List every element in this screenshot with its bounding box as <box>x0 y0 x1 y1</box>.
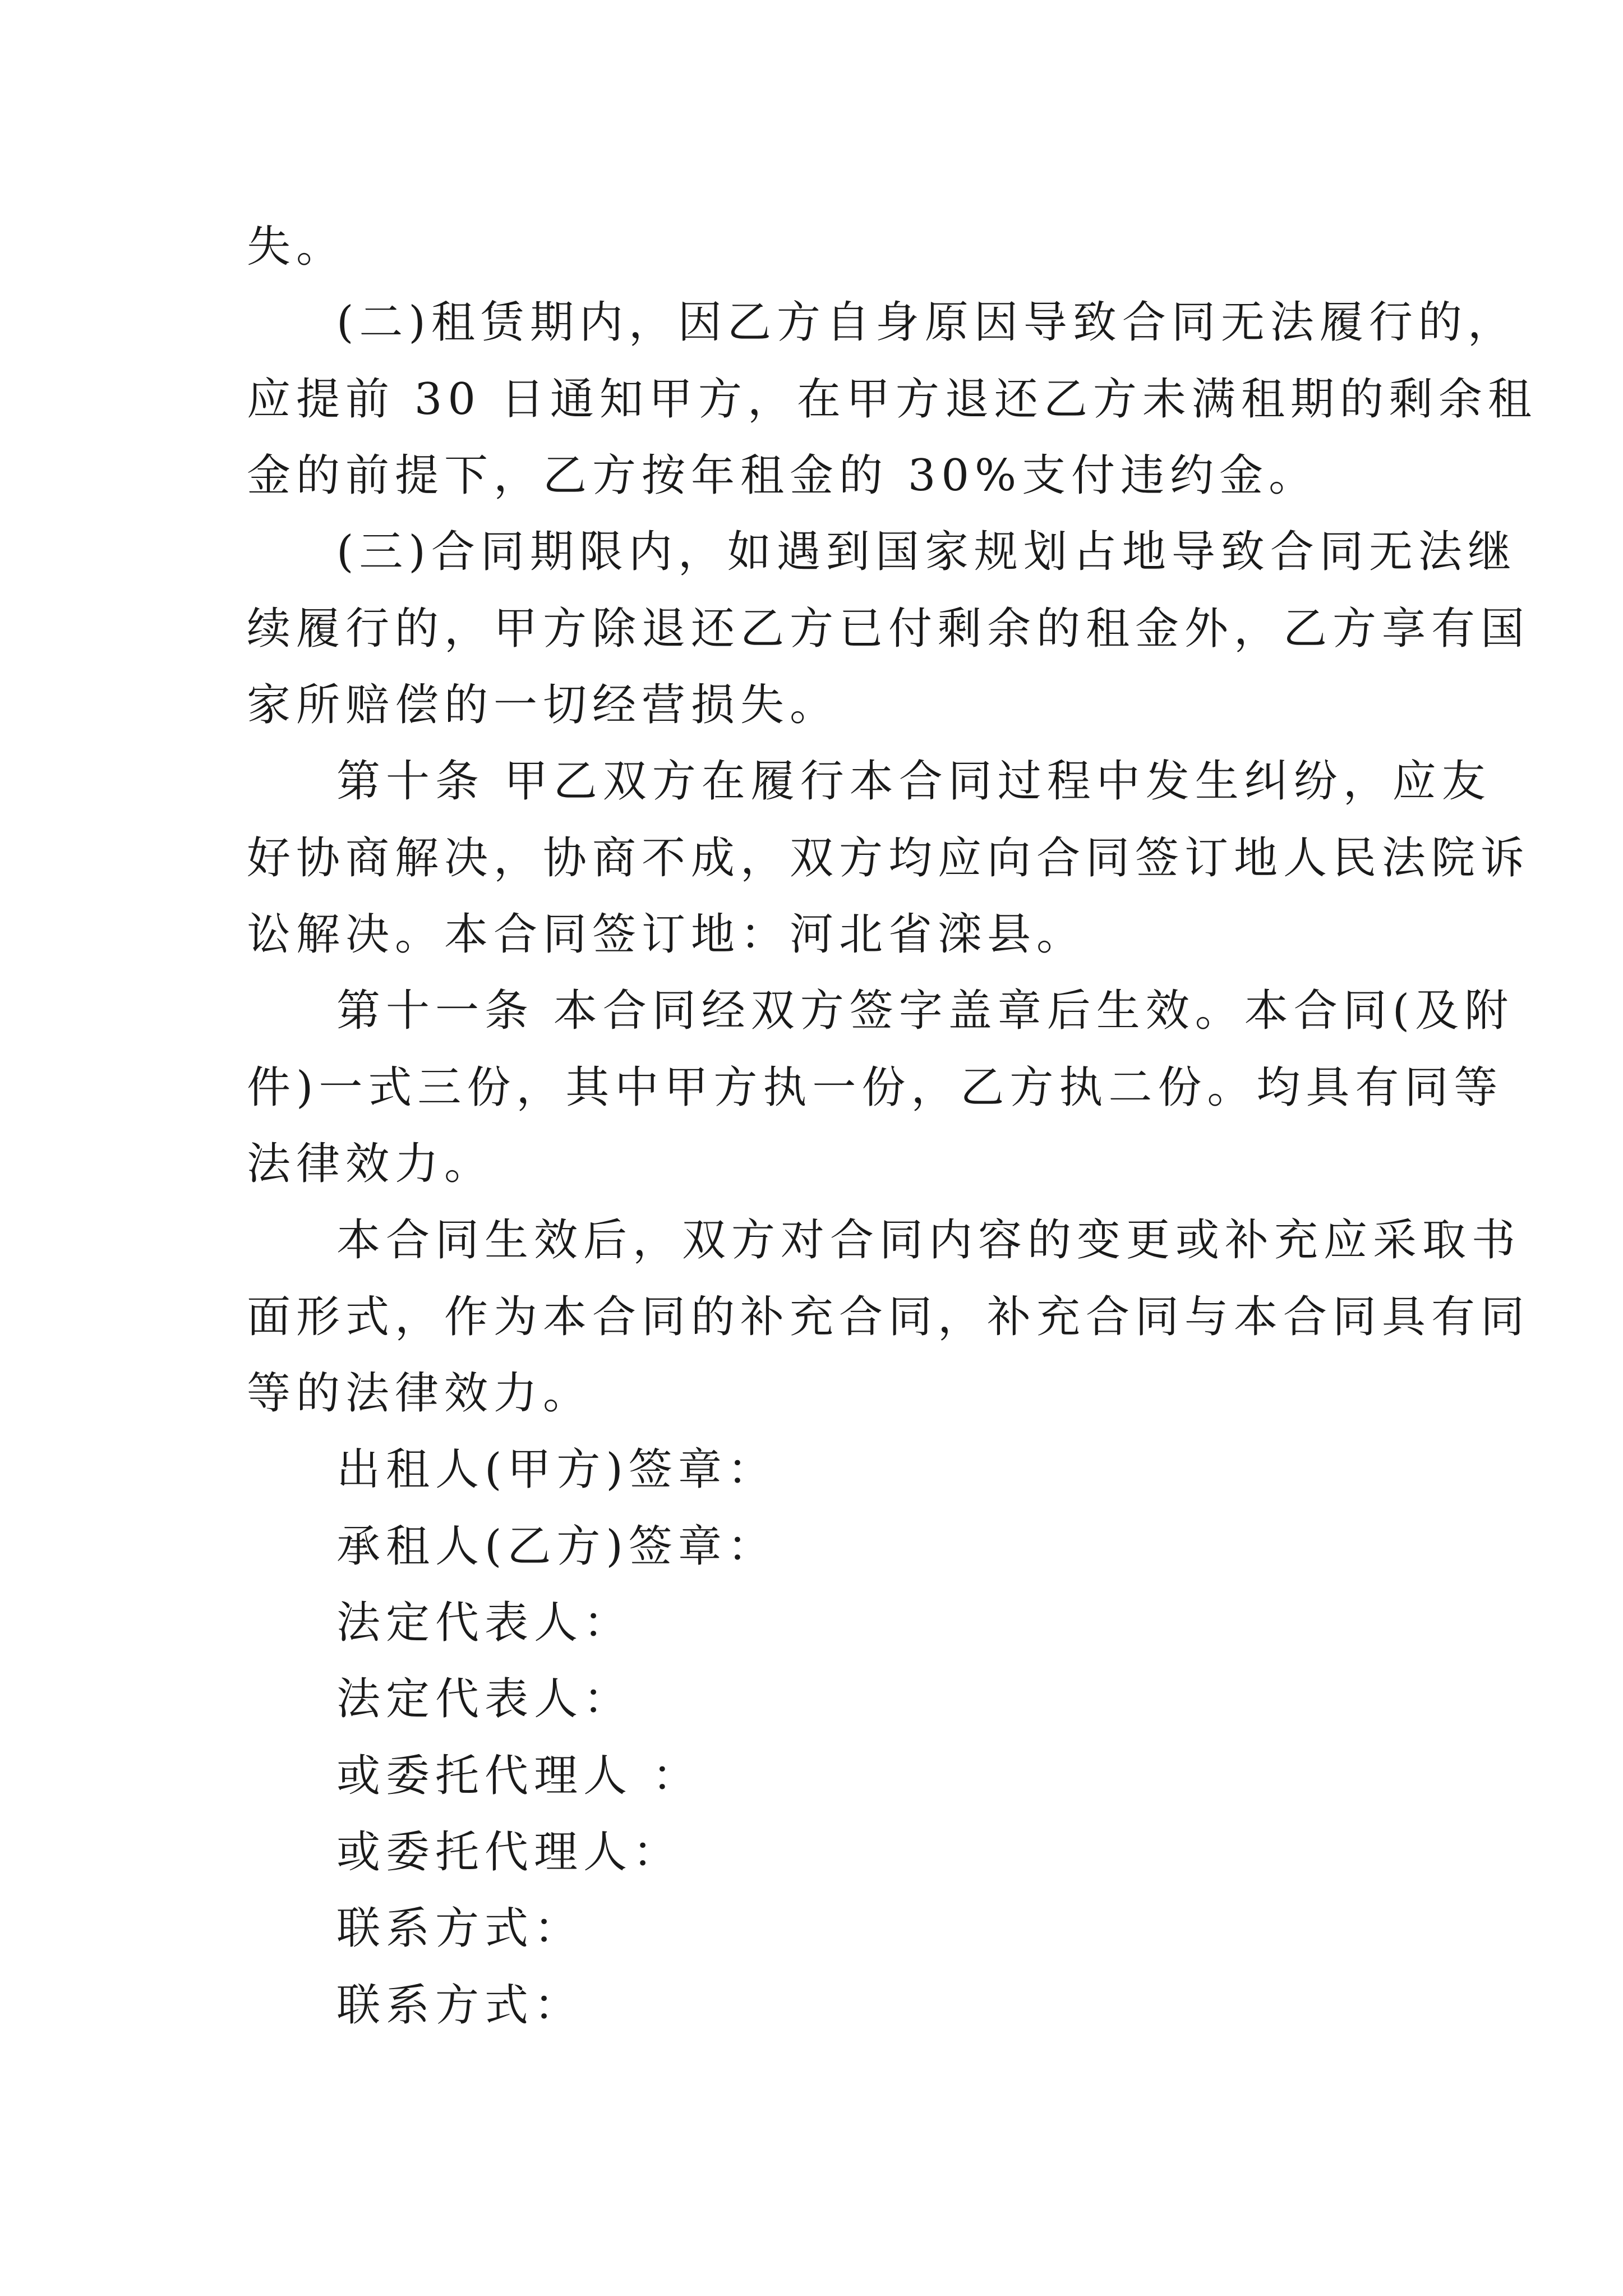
text-line: 家所赔偿的一切经营损失。 <box>247 680 840 730</box>
text-line: 讼解决。本合同签订地：河北省滦县。 <box>247 909 1086 960</box>
text-line: 第十一条 本合同经双方签字盖章后生效。本合同(及附 <box>336 986 1514 1036</box>
signature-line: 出租人(甲方)签章： <box>336 1444 777 1495</box>
signature-line: 承租人(乙方)签章： <box>336 1521 777 1572</box>
text-line: 好协商解决，协商不成，双方均应向合同签订地人民法院诉 <box>247 833 1530 884</box>
text-line: 第十条 甲乙双方在履行本合同过程中发生纠纷，应友 <box>336 756 1491 807</box>
signature-line: 法定代表人： <box>336 1598 633 1648</box>
signature-line: 或委托代理人： <box>336 1827 683 1878</box>
text-line: 失。 <box>247 222 346 272</box>
text-line: 续履行的，甲方除退还乙方已付剩余的租金外，乙方享有国 <box>247 604 1530 654</box>
text-line: (二)租赁期内，因乙方自身原因导致合同无法履行的， <box>336 297 1517 348</box>
text-line: 本合同生效后，双方对合同内容的变更或补充应采取书 <box>336 1215 1521 1266</box>
signature-line: 法定代表人： <box>336 1674 633 1724</box>
text-line: 金的前提下，乙方按年租金的 30%支付违约金。 <box>247 450 1318 501</box>
text-line: 件)一式三份，其中甲方执一份，乙方执二份。均具有同等 <box>247 1062 1504 1113</box>
text-line: 法律效力。 <box>247 1139 494 1189</box>
text-line: 等的法律效力。 <box>247 1368 593 1419</box>
text-line: (三)合同期限内，如遇到国家规划占地导致合同无法继 <box>336 527 1517 577</box>
signature-line: 联系方式： <box>336 1903 584 1954</box>
text-line: 应提前 30 日通知甲方，在甲方退还乙方未满租期的剩余租 <box>247 374 1537 425</box>
signature-line: 联系方式： <box>336 1980 584 2031</box>
signature-line: 或委托代理人 ： <box>336 1751 702 1801</box>
text-line: 面形式，作为本合同的补充合同，补充合同与本合同具有同 <box>247 1292 1530 1342</box>
